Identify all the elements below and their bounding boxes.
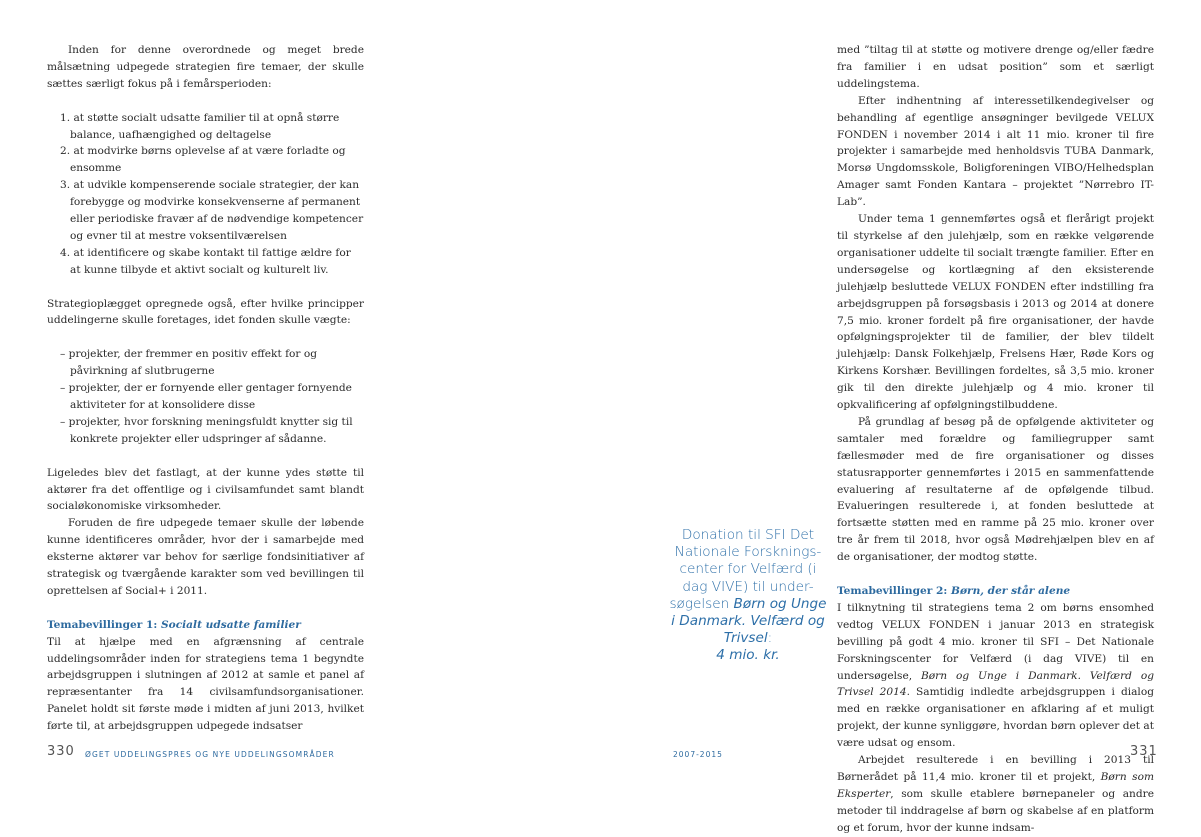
theme-item-1: 1. at støtte socialt udsatte familier til at opnå større balance, uafhængighed og deltagelse — [60, 111, 340, 141]
callout-study-title: Børn og Unge i Danmark. Velfærd og Trivsel — [671, 595, 827, 647]
text-run: I tilknytning til strategiens tema 2 om børns ensomhed vedtog VELUX FONDEN i januar 2013 en strategisk bevilling på godt 4 mio. kroner til SFI – Det Nationale Forskningscenter for Velfærd (i dag VIVE) til en undersøgelse, — [837, 601, 1154, 682]
theme-item-3: 3. at udvikle kompenserende sociale strategier, der kan forebygge og modvirke konsekvenserne af permanent eller periodiske fravær af de nødvendige kompetencer og evner til at mestre voksentilværelsen — [60, 179, 364, 242]
themes-list — [47, 110, 364, 279]
theme-2-paragraph — [837, 600, 1154, 752]
principle-item-3: – projekter, hvor forskning meningsfuldt knytter sig til konkrete projekter eller udspringer af sådanne. — [60, 415, 353, 445]
project-title: Børn som Eksperter — [837, 770, 1154, 800]
text-run: . Samtidig indledte arbejdsgruppen i dialog med en række organisationer en afklaring af et muligt projekt, der kunne synliggøre, hvordan børn oplever det at være udsat og ensom. — [837, 686, 1154, 750]
evaluation-paragraph: På grundlag af besøg på de opfølgende aktiviteter og samtaler med forældre og familiegrupper samt fællesmøder med de fire organisationer og disses statusrapporter gennemførtes i 2015 en sammenfattende evaluering af resultaterne af de opfølgende tilbud. Evalueringen resulterede i, at fonden besluttede at fortsætte støtten med en ramme på 25 mio. kroner over tre år frem til 2018, hvor også Mødrehjælpen blev en af de organisationer, der modtog støtte. — [837, 415, 1154, 564]
childrens-council-paragraph — [837, 752, 1154, 837]
period-label: 2007-2015 — [673, 750, 723, 759]
study-title: Børn og Unge i Danmark. Velfærd og Trivsel 2014 — [837, 669, 1154, 699]
other-areas-paragraph: Foruden de fire udpegede temaer skulle der løbende kunne identificeres områder, hvor der i samarbejde med eksterne aktører var behov for særlige fondsinitiativer af strategisk og tværgående karakter som ved bevillingen til oprettelsen af Social+ i 2011. — [47, 517, 364, 597]
callout-amount: 4 mio. kr. — [716, 647, 780, 664]
principles-list — [47, 346, 364, 447]
text-run: , som skulle etablere børnepaneler og andre metoder til inddragelse af børn og skabelse af en platform og et forum, hvor der kunne indsam- — [837, 787, 1154, 834]
heading-title: Socialt udsatte familier — [160, 618, 301, 631]
callout-colon: : — [767, 630, 773, 647]
theme-item-4: 4. at identificere og skabe kontakt til fattige ældre for at kunne tilbyde et aktivt socialt og kulturelt liv. — [60, 246, 351, 276]
heading-prefix: Temabevillinger 2: — [837, 584, 951, 597]
page-number-right: 331 — [1130, 744, 1158, 759]
continued-paragraph: med ”tiltag til at støtte og motivere drenge og/eller fædre fra familier i en udsat position” som et særligt uddelingstema. — [837, 44, 1154, 90]
principle-item-1: – projekter, der fremmer en positiv effekt for og påvirkning af slutbrugerne — [60, 348, 317, 378]
christmas-aid-paragraph: Under tema 1 gennemførtes også et flerårigt projekt til styrkelse af den julehjælp, som en række velgørende organisationer uddelte til socialt trængte familier. Efter en undersøgelse og kortlægning af den eksisterende julehjælp besluttede VELUX FONDEN efter indstilling fra arbejdsgruppen på forsøgsbasis i 2013 og 2014 at donere 7,5 mio. kroner fordelt på fire organisationer, der havde opfølgningsprojekter til de familier, der blev tildelt julehjælp: Dansk Folkehjælp, Frelsens Hær, Røde Kors og Kirkens Korshær. Bevillingen fordeltes, så 3,5 mio. kroner gik til den direkte julehjælp og 4 mio. kroner til opkvalificering af opfølgningstilbuddene. — [837, 213, 1154, 412]
support-paragraph: Ligeledes blev det fastlagt, at der kunne ydes støtte til aktører fra det offentlige og i civilsamfundet samt blandt socialøkonomiske virksomheder. — [47, 466, 364, 513]
heading-title: Børn, der står alene — [950, 584, 1071, 597]
velux-grant-paragraph: Efter indhentning af interessetilkendegivelser og behandling af egentlige ansøgninger bevilgede VELUX FONDEN i november 2014 i alt 11 mio. kroner til fire projekter i samarbejde med henholdsvis TUBA Danmark, Morsø Ungdomsskole, Boligforeningen VIBO/Helhedsplan Amager samt Fonden Kantara – projektet ”Nørrebro IT-Lab”. — [837, 94, 1154, 209]
left-column — [47, 42, 364, 735]
running-title: ØGET UDDELINGSPRES OG NYE UDDELINGSOMRÅDER — [85, 750, 335, 759]
section-heading-theme-2 — [837, 583, 1154, 600]
principle-item-2: – projekter, der er fornyende eller gentager fornyende aktiviteter for at konsolidere disse — [60, 382, 352, 411]
donation-callout — [668, 527, 828, 665]
theme-item-2: 2. at modvirke børns oplevelse af at være forladte og ensomme — [60, 145, 346, 175]
text-run: Arbejdet resulterede i en bevilling i 2013 til Børnerådet på 11,4 mio. kroner til et projekt, — [837, 754, 1154, 783]
intro-paragraph: Inden for denne overordnede og meget brede målsætning udpegede strategien fire temaer, der skulle sættes særligt fokus på i femårsperioden: — [47, 44, 364, 90]
section-heading-theme-1 — [47, 617, 364, 634]
heading-prefix: Temabevillinger 1: — [47, 618, 161, 631]
callout-text: Donation til SFI Det Nationale Forsknings-center for Velfærd (i dag VIVE) til under-søgelsen — [669, 527, 822, 612]
right-column — [837, 42, 1154, 837]
theme-1-paragraph: Til at hjælpe med en afgrænsning af centrale uddelingsområder inden for strategiens tema 1 begyndte arbejdsgruppen i slutningen af 2012 at samle et panel af repræsentanter fra 14 civilsamfundsorganisationer. Panelet holdt sit første møde i midten af juni 2013, hvilket førte til, at arbejdsgruppen udpegede indsatser — [47, 635, 364, 733]
page-number-left: 330 — [47, 744, 75, 759]
principles-intro: Strategioplægget opregnede også, efter hvilke principper uddelingerne skulle foretages, idet fonden skulle vægte: — [47, 297, 364, 327]
